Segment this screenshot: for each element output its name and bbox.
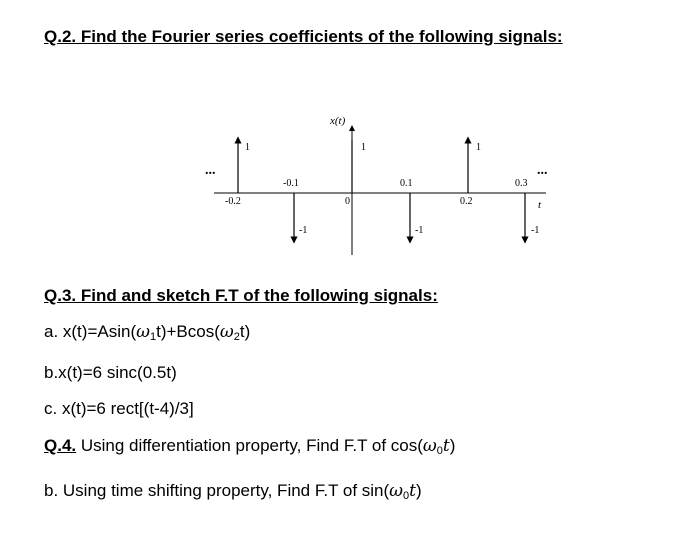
q4-t: t — [442, 436, 450, 456]
tick-label-02: 0.2 — [460, 196, 473, 207]
label-bot-01: -1 — [415, 225, 424, 236]
label-bot-m01: -1 — [299, 225, 308, 236]
q4-text: Using differentiation property, Find F.T of cos( — [76, 436, 423, 455]
omega-symbol: ω — [422, 436, 437, 456]
q3-item-b: b.x(t)=6 sinc(0.5t) — [44, 363, 177, 382]
q4-close: ) — [449, 436, 456, 455]
label-top-02: 1 — [476, 142, 481, 153]
t-axis-label: t — [538, 199, 542, 211]
ellipsis-right: ... — [537, 163, 548, 178]
label-top-m02: 1 — [245, 142, 250, 153]
ellipsis-left: ... — [205, 163, 216, 178]
tick-label-m02: -0.2 — [225, 196, 241, 207]
q3-item-a — [44, 322, 250, 343]
q3-a-sub2: 2 — [233, 331, 240, 343]
label-top-0: 1 — [361, 142, 366, 153]
tick-label-0: 0 — [345, 196, 350, 207]
q3-a-sub1: 1 — [149, 331, 157, 343]
q4-sub: 0 — [436, 445, 443, 457]
q4-item-b — [44, 481, 422, 502]
tick-label-03: 0.3 — [515, 178, 528, 189]
q4-b-t: t — [409, 481, 417, 501]
q2-heading: Q.2. Find the Fourier series coefficients of the following signals: — [44, 27, 563, 46]
omega-symbol: ω — [219, 322, 234, 342]
tick-label-01: 0.1 — [400, 178, 413, 189]
q4-b-text: b. Using time shifting property, Find F.T of sin( — [44, 481, 390, 500]
q4-label: Q.4. — [44, 436, 77, 455]
omega-symbol: ω — [389, 481, 404, 501]
q4-b-sub: 0 — [403, 490, 410, 502]
q4-line — [44, 436, 455, 457]
q4-b-close: ) — [416, 481, 422, 500]
signal-label: x(t) — [330, 115, 346, 127]
tick-label-m01: -0.1 — [283, 178, 299, 189]
q3-a-mid: t)+Bcos( — [156, 322, 220, 341]
q3-item-c: c. x(t)=6 rect[(t-4)/3] — [44, 399, 194, 418]
q3-a-end: t) — [239, 322, 251, 341]
omega-symbol: ω — [136, 322, 150, 342]
impulse-train-figure — [0, 0, 700, 265]
q3-heading: Q.3. Find and sketch F.T of the following signals: — [44, 286, 438, 305]
label-bot-03: -1 — [531, 225, 540, 236]
q3-a-prefix: a. x(t)=Asin( — [44, 322, 137, 341]
